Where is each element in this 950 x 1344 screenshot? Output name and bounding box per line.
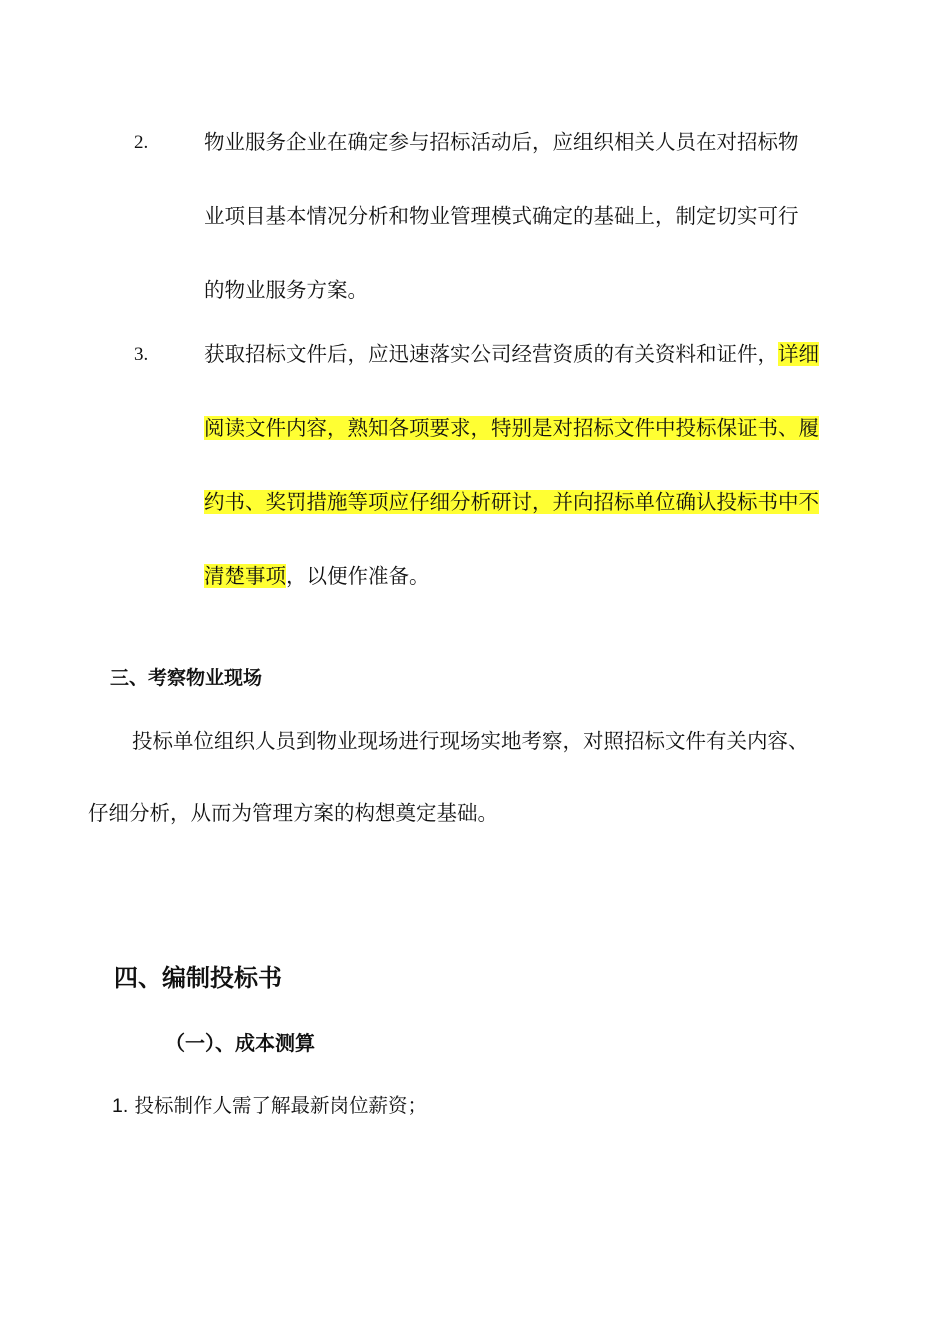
section-4-subheading: （一）、成本测算 [165,1031,315,1055]
section-4-item-1-text: 投标制作人需了解最新岗位薪资； [134,1094,427,1117]
section-4-item-1-number: 1. [112,1095,129,1117]
item-3-line-1-text: 获取招标文件后，应迅速落实公司经营资质的有关资料和证件， [204,342,778,366]
section-4-item-1 [112,1092,427,1120]
highlighted-text: 清楚事项 [204,564,286,588]
highlighted-text: 阅读文件内容，熟知各项要求，特别是对招标文件中投标保证书、履 [204,416,819,440]
item-3-number: 3. [134,344,149,365]
item-3-line-1 [204,340,819,368]
item-3-line-2 [204,414,819,442]
item-2-number: 2. [134,132,149,153]
item-2-line-3: 的物业服务方案。 [204,278,368,302]
highlighted-text: 约书、奖罚措施等项应仔细分析研讨，并向招标单位确认投标书中不 [204,490,819,514]
section-3-paragraph-line-2: 仔细分析，从而为管理方案的构想奠定基础。 [88,801,498,825]
section-3-paragraph-line-1: 投标单位组织人员到物业现场进行现场实地考察，对照招标文件有关内容、 [132,729,809,753]
item-3-line-3 [204,488,819,516]
item-3-line-4 [204,562,430,590]
item-2-line-2: 业项目基本情况分析和物业管理模式确定的基础上，制定切实可行 [204,204,799,228]
section-4-heading: 四、编制投标书 [114,964,282,992]
item-3-line-4-text: ，以便作准备。 [286,564,430,588]
highlighted-text: 详细 [778,342,819,366]
section-3-heading: 三、考察物业现场 [110,667,263,689]
item-2-line-1: 物业服务企业在确定参与招标活动后，应组织相关人员在对招标物 [204,130,799,154]
